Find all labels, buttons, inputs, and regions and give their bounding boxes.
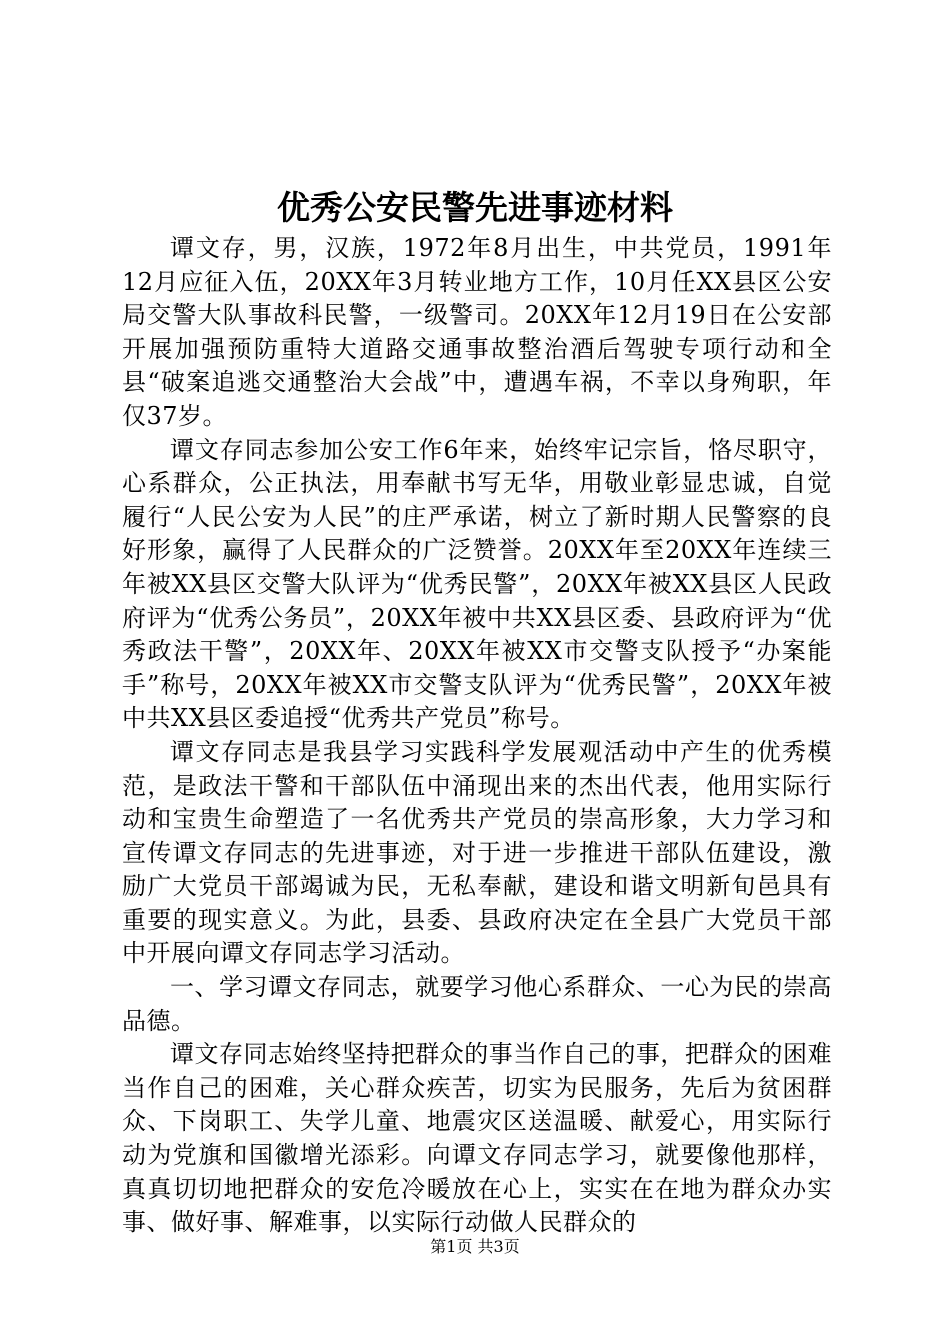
document-title: 优秀公安民警先进事迹材料 bbox=[277, 188, 673, 227]
paragraph-section-1: 谭文存同志始终坚持把群众的事当作自己的事，把群众的困难当作自己的困难，关心群众疾苦，切实为民服务，先后为贫困群众、下岗职工、失学儿童、地震灾区送温暖、献爱心，用实际行动为党旗和国徽增光添彩。向谭文存同志学习，就要像他那样，真真切切地把群众的安危冷暖放在心上，实实在在地为群众办实事、做好事、解难事，以实际行动做人民群众的 bbox=[122, 1040, 832, 1237]
page-footer: 第1页 共3页 bbox=[430, 1237, 520, 1256]
section-heading-1: 一、学习谭文存同志，就要学习他心系群众、一心为民的崇高品德。 bbox=[122, 973, 832, 1035]
document-body bbox=[122, 232, 832, 1240]
paragraph-intro: 谭文存，男，汉族，1972年8月出生，中共党员，1991年12月应征入伍，20XX年3月转业地方工作，10月任XX县区公安局交警大队事故科民警，一级警司。20XX年12月19日在公安部开展加强预防重特大道路交通事故整治酒后驾驶专项行动和全县“破案追逃交通整治大会战”中，遭遇车祸，不幸以身殉职，年仅37岁。 bbox=[122, 234, 832, 430]
paragraph-honors: 谭文存同志参加公安工作6年来，始终牢记宗旨，恪尽职守，心系群众，公正执法，用奉献书写无华，用敬业彰显忠诚，自觉履行“人民公安为人民”的庄严承诺，树立了新时期人民警察的良好形象，赢得了人民群众的广泛赞誉。20XX年至20XX年连续三年被XX县区交警大队评为“优秀民警”，20XX年被XX县区人民政府评为“优秀公务员”，20XX年被中共XX县区委、县政府评为“优秀政法干警”，20XX年、20XX年被XX市交警支队授予“办案能手”称号，20XX年被XX市交警支队评为“优秀民警”，20XX年被中共XX县区委追授“优秀共产党员”称号。 bbox=[122, 435, 832, 733]
paragraph-significance: 谭文存同志是我县学习实践科学发展观活动中产生的优秀模范，是政法干警和干部队伍中涌现出来的杰出代表，他用实际行动和宝贵生命塑造了一名优秀共产党员的崇高形象，大力学习和宣传谭文存同志的先进事迹，对于进一步推进干部队伍建设，激励广大党员干部竭诚为民，无私奉献，建设和谐文明新旬邑具有重要的现实意义。为此，县委、县政府决定在全县广大党员干部中开展向谭文存同志学习活动。 bbox=[122, 737, 832, 968]
